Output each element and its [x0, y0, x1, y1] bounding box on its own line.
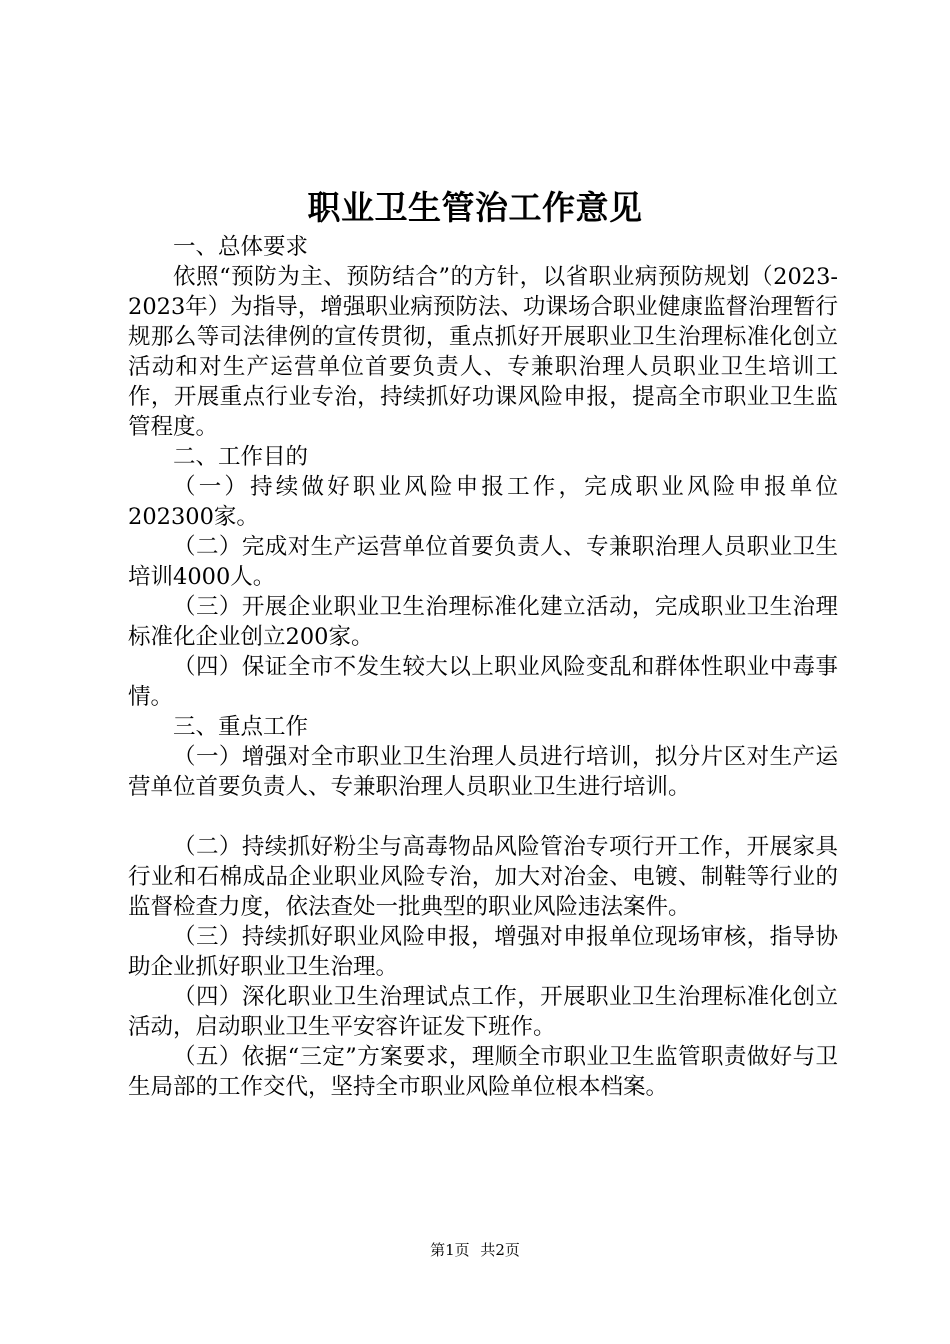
page-footer	[0, 1240, 950, 1260]
body-paragraph: （四）深化职业卫生治理试点工作，开展职业卫生治理标准化创立活动，启动职业卫生平安容许证发下班作。	[128, 984, 838, 1040]
section-heading: 三、重点工作	[173, 714, 309, 740]
body-paragraph: （二）持续抓好粉尘与高毒物品风险管治专项行开工作，开展家具行业和石棉成品企业职业风险专治，加大对冶金、电镀、制鞋等行业的监督检查力度，依法查处一批典型的职业风险违法案件。	[128, 834, 838, 920]
document-body	[128, 232, 838, 1102]
body-paragraph: （一）持续做好职业风险申报工作，完成职业风险申报单位202300家。	[128, 474, 838, 530]
document-title: 职业卫生管治工作意见	[307, 188, 643, 227]
body-paragraph: （四）保证全市不发生较大以上职业风险变乱和群体性职业中毒事情。	[128, 654, 838, 710]
page-total: 共2页	[480, 1241, 520, 1259]
body-paragraph: （三）持续抓好职业风险申报，增强对申报单位现场审核，指导协助企业抓好职业卫生治理。	[128, 924, 838, 980]
page-number: 第1页	[430, 1241, 470, 1259]
section-heading: 一、总体要求	[173, 234, 309, 260]
body-paragraph: （五）依据“三定”方案要求，理顺全市职业卫生监管职责做好与卫生局部的工作交代，坚持全市职业风险单位根本档案。	[128, 1044, 838, 1100]
body-paragraph: （二）完成对生产运营单位首要负责人、专兼职治理人员职业卫生培训4000人。	[128, 534, 838, 590]
section-heading: 二、工作目的	[173, 444, 309, 470]
body-paragraph: （一）增强对全市职业卫生治理人员进行培训，拟分片区对生产运营单位首要负责人、专兼职治理人员职业卫生进行培训。	[128, 744, 838, 800]
body-paragraph: 依照“预防为主、预防结合”的方针，以省职业病预防规划（2023-2023年）为指导，增强职业病预防法、功课场合职业健康监督治理暂行规那么等司法律例的宣传贯彻，重点抓好开展职业卫生治理标准化创立活动和对生产运营单位首要负责人、专兼职治理人员职业卫生培训工作，开展重点行业专治，持续抓好功课风险申报，提高全市职业卫生监管程度。	[128, 264, 838, 440]
body-paragraph: （三）开展企业职业卫生治理标准化建立活动，完成职业卫生治理标准化企业创立200家。	[128, 594, 838, 650]
